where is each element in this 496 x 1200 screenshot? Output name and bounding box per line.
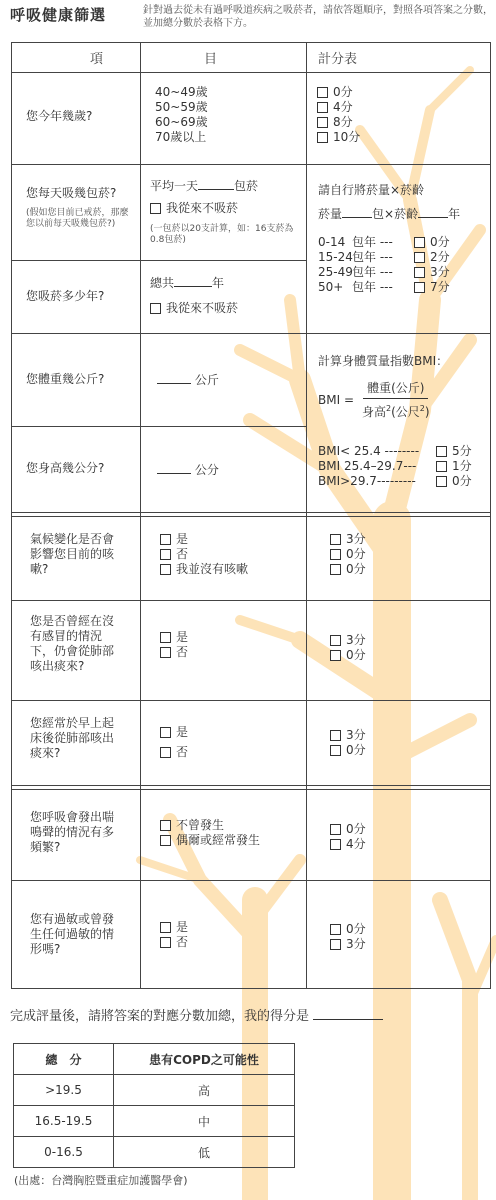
cough-scores: [330, 532, 366, 577]
score-checkbox[interactable]: 4分: [317, 100, 360, 115]
checkbox-icon: [414, 282, 425, 293]
column-divider: [140, 42, 141, 989]
cough-options: [160, 532, 248, 577]
score-checkbox[interactable]: 0分: [330, 822, 366, 837]
table-border-header: [11, 72, 491, 73]
checkbox-icon: [330, 839, 341, 850]
checkbox-icon: [317, 87, 328, 98]
cough-option[interactable]: 是: [160, 532, 248, 547]
table-border-left: [11, 42, 12, 989]
morning-option[interactable]: 否: [160, 745, 188, 760]
checkbox-icon: [330, 939, 341, 950]
row-divider: [11, 516, 491, 517]
checkbox-icon: [330, 534, 341, 545]
wheeze-option[interactable]: 不曾發生: [160, 818, 260, 833]
age-option: 40~49歲: [155, 85, 208, 99]
row-divider: [11, 785, 491, 786]
column-header-score: 計分表: [318, 52, 358, 67]
packyear-title: 請自行將菸量×菸齡: [318, 183, 425, 197]
bmi-formula: BMI = $\frac{\text{體重(公斤)}}{身高^2(公尺^2)}$: [318, 381, 430, 419]
years-never-checkbox[interactable]: 我從來不吸菸: [150, 301, 238, 316]
question-height: 您身高幾公分?: [26, 461, 105, 475]
table-row: 16.5-19.5 中: [14, 1106, 295, 1137]
checkbox-icon: [330, 635, 341, 646]
bmi-scores: [318, 444, 472, 489]
packs-blank[interactable]: [198, 178, 234, 190]
packyear-score-row[interactable]: 0-14 包年 --- 0分: [318, 235, 450, 249]
packs-calc-note: (一包菸以20支計算，如：16支菸為0.8包菸): [150, 224, 294, 245]
checkbox-icon: [160, 549, 171, 560]
phlegm-options: [160, 630, 188, 660]
checkbox-icon: [330, 730, 341, 741]
packyear-scores: [318, 235, 450, 295]
question-wheeze: 您呼吸會發出喘鳴聲的情況有多頻繁?: [30, 810, 115, 854]
checkbox-icon: [317, 132, 328, 143]
weight-blank[interactable]: [157, 372, 191, 384]
total-score-blank[interactable]: [313, 1008, 383, 1020]
packyear-blank-b[interactable]: [418, 206, 448, 218]
phlegm-option[interactable]: 否: [160, 645, 188, 660]
question-packs: 您每天吸幾包菸?: [26, 186, 117, 200]
question-morning: 您經常於早上起床後從肺部咳出痰來?: [30, 716, 115, 760]
checkbox-icon: [150, 203, 161, 214]
row-divider: [11, 789, 491, 790]
row-divider: [11, 333, 491, 334]
cough-option[interactable]: 否: [160, 547, 248, 562]
years-blank[interactable]: [174, 275, 212, 287]
phlegm-option[interactable]: 是: [160, 630, 188, 645]
score-checkbox[interactable]: 0分: [330, 922, 366, 937]
risk-table-header: [14, 1044, 295, 1075]
packyear-score-row[interactable]: 50+ 包年 --- 7分: [318, 280, 450, 294]
bmi-score-row[interactable]: BMI< 25.4 -------- 5分: [318, 444, 472, 458]
score-checkbox[interactable]: 0分: [330, 562, 366, 577]
checkbox-icon: [150, 303, 161, 314]
question-phlegm: 您是否曾經在沒有感冒的情況下，仍會從肺部咳出痰來?: [30, 614, 115, 673]
years-answer: 總共 年: [150, 276, 225, 290]
checkbox-icon: [330, 564, 341, 575]
score-checkbox[interactable]: 0分: [330, 648, 366, 663]
checkbox-icon: [330, 549, 341, 560]
weight-answer: 公斤: [157, 372, 219, 388]
checkbox-icon: [160, 820, 171, 831]
height-blank[interactable]: [157, 462, 191, 474]
bmi-title: 計算身體質量指數BMI：: [318, 354, 449, 368]
checkbox-icon: [414, 252, 425, 263]
checkbox-icon: [436, 476, 447, 487]
allergy-option[interactable]: 否: [160, 935, 188, 950]
row-divider: [11, 880, 491, 881]
question-allergy: 您有過敏或曾發生任何過敏的情形嗎?: [30, 912, 115, 956]
checkbox-icon: [436, 461, 447, 472]
question-cough: 氣候變化是否會影響您目前的咳嗽?: [30, 532, 115, 576]
row-divider: [11, 426, 306, 427]
packyear-formula: 菸量 包×菸齡 年: [318, 207, 461, 221]
age-option: 70歲以上: [155, 130, 207, 144]
row-divider: [11, 512, 491, 513]
morning-option[interactable]: 是: [160, 725, 188, 740]
checkbox-icon: [330, 924, 341, 935]
score-checkbox[interactable]: 8分: [317, 115, 360, 130]
packyear-blank-a[interactable]: [342, 206, 372, 218]
column-header-item2: 目: [204, 52, 218, 67]
column-divider: [306, 42, 307, 989]
allergy-options: [160, 920, 188, 950]
row-divider: [11, 600, 491, 601]
morning-options: [160, 725, 188, 760]
packs-never-checkbox[interactable]: 我從來不吸菸: [150, 201, 238, 216]
checkbox-icon: [160, 564, 171, 575]
checkbox-icon: [160, 632, 171, 643]
score-checkbox[interactable]: 10分: [317, 130, 360, 145]
allergy-scores: [330, 922, 366, 952]
checkbox-icon: [160, 937, 171, 948]
checkbox-icon: [160, 835, 171, 846]
checkbox-icon: [330, 650, 341, 661]
age-options: [155, 85, 208, 145]
score-checkbox[interactable]: 3分: [330, 633, 366, 648]
score-checkbox[interactable]: 0分: [330, 743, 366, 758]
allergy-option[interactable]: 是: [160, 920, 188, 935]
checkbox-icon: [414, 237, 425, 248]
page-title: 呼吸健康篩選: [10, 6, 107, 24]
morning-scores: [330, 728, 366, 758]
row-divider: [11, 164, 491, 165]
checkbox-icon: [436, 446, 447, 457]
score-checkbox[interactable]: 0分: [317, 85, 360, 100]
table-row: 0-16.5 低: [14, 1137, 295, 1168]
checkbox-icon: [317, 117, 328, 128]
age-option: 50~59歲: [155, 100, 208, 114]
age-option: 60~69歲: [155, 115, 208, 129]
row-divider: [11, 260, 306, 261]
height-answer: 公分: [157, 462, 219, 478]
phlegm-scores: [330, 633, 366, 663]
checkbox-icon: [317, 102, 328, 113]
question-weight: 您體重幾公斤?: [26, 372, 105, 386]
table-border-bottom: [11, 988, 491, 989]
risk-header-score: 總 分: [14, 1044, 114, 1075]
risk-table: [13, 1043, 295, 1168]
column-header-item: 項: [90, 52, 104, 67]
checkbox-icon: [160, 922, 171, 933]
score-checkbox[interactable]: 3分: [330, 728, 366, 743]
question-age: 您今年幾歲?: [26, 109, 93, 123]
bmi-score-row[interactable]: BMI 25.4–29.7--- 1分: [318, 459, 472, 473]
table-row: >19.5 高: [14, 1075, 295, 1106]
checkbox-icon: [160, 534, 171, 545]
packs-answer: 平均一天 包菸: [150, 179, 259, 193]
checkbox-icon: [160, 647, 171, 658]
checkbox-icon: [330, 824, 341, 835]
question-packs-note: (假如您目前已戒菸，那麼您以前每天吸幾包菸?): [26, 208, 129, 229]
wheeze-scores: [330, 822, 366, 852]
score-checkbox[interactable]: 0分: [330, 547, 366, 562]
page-subtitle: 針對過去從未有過呼吸道疾病之吸菸者，請依答題順序，對照各項答案之分數，並加總分數於表格下方。: [143, 5, 493, 29]
source-note: (出處：台灣胸腔暨重症加護醫學會): [14, 1174, 188, 1187]
table-border-top: [11, 42, 491, 43]
checkbox-icon: [160, 747, 171, 758]
cough-option[interactable]: 我並沒有咳嗽: [160, 562, 248, 577]
score-checkbox[interactable]: 3分: [330, 937, 366, 952]
risk-header-prob: 患有COPD之可能性: [114, 1044, 295, 1075]
wheeze-option[interactable]: 偶爾或經常發生: [160, 833, 260, 848]
packyear-score-row[interactable]: 15-24 包年 --- 2分: [318, 250, 450, 264]
checkbox-icon: [160, 727, 171, 738]
table-border-right: [490, 42, 491, 989]
checkbox-icon: [330, 745, 341, 756]
row-divider: [11, 700, 491, 701]
checkbox-icon: [414, 267, 425, 278]
wheeze-options: [160, 818, 260, 848]
packyear-score-row[interactable]: 25-49 包年 --- 3分: [318, 265, 450, 279]
bmi-score-row[interactable]: BMI>29.7--------- 0分: [318, 474, 472, 488]
bmi-fraction: $\frac{\text{體重(公斤)}}{身高^2(公尺^2)}$: [362, 381, 430, 419]
question-years: 您吸菸多少年?: [26, 289, 105, 303]
age-scores: [317, 85, 360, 145]
score-checkbox[interactable]: 3分: [330, 532, 366, 547]
total-score-line: 完成評量後，請將答案的對應分數加總，我的得分是: [10, 1005, 383, 1024]
score-checkbox[interactable]: 4分: [330, 837, 366, 852]
